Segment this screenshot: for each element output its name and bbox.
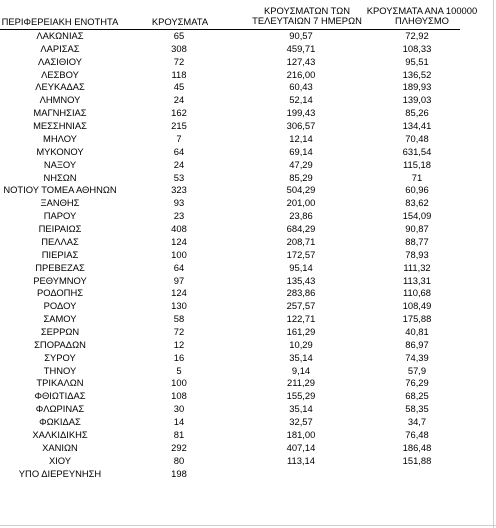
cell-cases-7-days: 306,57 [286,120,316,132]
cell-region: ΛΑΣΙΘΙΟΥ [37,55,83,67]
cell-cases-7-days: 407,14 [286,441,316,453]
table-row [0,94,496,105]
cell-region: ΝΗΣΩΝ [43,171,77,183]
cell-cases: 58 [173,313,185,325]
cell-cases-per-100k: 113,31 [403,274,431,286]
cell-region: ΠΕΛΛΑΣ [41,235,79,247]
cell-cases-per-100k: 111,32 [403,261,431,273]
cell-cases-7-days: 122,71 [286,313,316,325]
cell-region: ΧΑΝΙΩΝ [42,441,78,453]
cell-cases: 16 [173,351,185,363]
cell-cases: 12 [173,338,185,350]
cell-cases-per-100k: 70,48 [405,132,429,144]
cell-cases-7-days: 684,29 [286,223,316,235]
cell-cases: 130 [171,300,187,312]
table-row [0,468,496,479]
table-row [0,69,496,80]
header-cases-per-100k-line2: ΠΛΗΘΥΣΜΟ [395,15,449,26]
cell-cases: 81 [173,428,185,440]
cell-cases-7-days: 201,00 [286,197,316,209]
cell-cases: 215 [171,120,187,132]
cell-region: ΦΛΩΡΙΝΑΣ [35,403,85,415]
cell-cases: 72 [173,326,185,337]
header-cases-7-days-line1: ΚΡΟΥΣΜΑΤΩΝ ΤΩΝ [263,5,351,16]
table-row [0,184,496,195]
cell-cases-7-days: 161,29 [286,326,316,337]
cell-cases-per-100k: 631,54 [402,145,432,157]
cell-cases: 124 [171,235,187,247]
header-cases-per-100k-line1: ΚΡΟΥΣΜΑΤΑ ΑΝΑ 100000 [366,5,478,16]
cell-cases-7-days: 504,29 [286,184,316,196]
cell-cases-7-days: 172,57 [286,248,316,260]
table-row [0,300,496,311]
cell-cases-7-days: 32,57 [289,416,313,428]
cell-cases-7-days: 47,29 [289,158,313,170]
cell-cases-7-days: 95,14 [289,261,313,273]
cell-cases: 118 [171,68,187,80]
cell-cases-per-100k: 110,68 [403,287,431,299]
cell-cases-per-100k: 76,48 [405,428,429,440]
cell-region: ΜΥΚΟΝΟΥ [36,145,84,157]
cell-cases: 7 [176,132,182,144]
cell-cases-per-100k: 189,93 [402,81,432,93]
cell-cases-per-100k: 78,93 [405,248,429,260]
cell-cases-7-days: 10,29 [289,338,313,350]
header-cases-7-days [242,6,372,26]
table-row [0,249,496,260]
table-row [0,326,496,337]
cell-cases: 162 [171,107,187,119]
cell-cases: 292 [171,441,187,453]
cell-cases: 45 [173,81,185,93]
cell-cases-7-days: 459,71 [286,42,316,54]
cell-cases-per-100k: 154,09 [402,210,432,222]
cell-region: ΛΕΣΒΟΥ [41,68,79,80]
cell-region: ΤΗΝΟΥ [43,364,77,376]
header-cases-per-100k [358,6,486,26]
cell-cases-per-100k: 175,88 [402,313,432,325]
cell-cases-7-days: 9,14 [291,364,311,376]
cell-cases-7-days: 90,57 [289,30,313,41]
cell-region: ΛΕΥΚΑΔΑΣ [35,81,85,93]
cell-cases: 72 [173,55,185,67]
cell-cases-per-100k: 151,88 [402,454,432,466]
cell-region: ΡΕΘΥΜΝΟΥ [33,274,87,286]
cell-region: ΛΑΚΩΝΙΑΣ [36,30,84,41]
cell-cases-7-days: 52,14 [289,94,313,106]
cell-region: ΣΕΡΡΩΝ [40,326,80,337]
cell-region: ΛΗΜΝΟΥ [39,94,81,106]
cell-region: ΠΙΕΡΙΑΣ [41,248,79,260]
cell-cases-per-100k: 90,87 [405,223,429,235]
cell-cases-7-days: 35,14 [289,351,313,363]
cell-cases-per-100k: 108,33 [402,42,432,54]
cell-region: ΡΟΔΟΥ [43,300,77,312]
cell-region: ΠΑΡΟΥ [43,210,77,222]
table-row [0,262,496,273]
header-cases: ΚΡΟΥΣΜΑΤΑ [151,16,209,27]
cell-region: ΠΕΙΡΑΙΩΣ [38,223,82,235]
cell-cases-per-100k: 139,03 [402,94,432,106]
table-row [0,43,496,54]
cell-cases-7-days: 211,29 [287,377,315,389]
cell-cases: 97 [173,274,185,286]
cell-cases-7-days: 12,14 [289,132,313,144]
cell-cases: 14 [173,416,185,428]
cell-region: ΜΗΛΟΥ [43,132,77,144]
table-row [0,377,496,388]
cell-cases-per-100k: 76,29 [405,377,429,389]
cell-cases-7-days: 85,29 [289,171,313,183]
table-row [0,133,496,144]
cell-cases: 308 [171,42,187,54]
cell-cases-7-days: 199,43 [286,107,316,119]
table-row [0,146,496,157]
table-row [0,275,496,286]
cell-cases: 323 [171,184,187,196]
cell-cases: 23 [173,210,185,222]
cell-region: ΡΟΔΟΠΗΣ [36,287,84,299]
table-row [0,107,496,118]
table-row [0,352,496,363]
cell-cases-per-100k: 108,49 [402,300,432,312]
cell-cases-7-days: 155,29 [286,390,316,402]
cell-region: ΣΑΜΟΥ [43,313,77,325]
table-row [0,56,496,67]
cell-cases: 124 [171,287,187,299]
cell-cases-7-days: 257,57 [286,300,316,312]
cell-cases: 53 [173,171,185,183]
table-row [0,339,496,350]
cell-cases-7-days: 60,43 [289,81,313,93]
cell-cases-per-100k: 88,77 [405,235,429,247]
table-row [0,455,496,466]
table-row [0,210,496,221]
cell-region: ΣΥΡΟΥ [44,351,76,363]
cell-region: ΣΠΟΡΑΔΩΝ [34,338,86,350]
cell-cases-per-100k: 115,18 [403,158,431,170]
cell-cases: 5 [176,364,182,376]
table-row [0,403,496,414]
cell-region: ΥΠΟ ΔΙΕΡΕΥΝΗΣΗ [18,467,102,479]
cell-cases-7-days: 208,71 [286,235,316,247]
cell-region: ΝΟΤΙΟΥ ΤΟΜΕΑ ΑΘΗΝΩΝ [3,184,117,196]
table-row [0,30,496,41]
table-row [0,416,496,427]
cell-cases-per-100k: 134,41 [402,120,432,132]
header-cases-7-days-line2: ΤΕΛΕΥΤΑΙΩΝ 7 ΗΜΕΡΩΝ [252,15,362,26]
table-row [0,81,496,92]
cell-cases-per-100k: 95,51 [405,55,429,67]
cell-cases-7-days: 127,43 [286,55,316,67]
cell-cases-per-100k: 40,81 [405,326,429,337]
cell-region: ΞΑΝΘΗΣ [40,197,80,209]
cell-cases: 64 [173,261,185,273]
cell-cases-per-100k: 57,9 [407,364,427,376]
cell-cases: 198 [171,467,187,479]
cell-cases-7-days: 216,00 [286,68,316,80]
table-row [0,120,496,131]
table-row [0,236,496,247]
cell-cases: 30 [173,403,185,415]
cell-cases-per-100k: 58,35 [405,403,429,415]
cell-cases: 64 [173,145,185,157]
cell-cases: 408 [171,223,187,235]
table-row [0,223,496,234]
cell-cases-7-days: 135,43 [286,274,316,286]
cell-cases: 80 [173,454,185,466]
cell-cases-per-100k: 136,52 [402,68,432,80]
cell-region: ΝΑΞΟΥ [43,158,77,170]
cell-cases-per-100k: 34,7 [407,416,427,428]
table-row [0,442,496,453]
cell-region: ΧΙΟΥ [48,454,72,466]
cell-region: ΤΡΙΚΑΛΩΝ [36,377,84,389]
cell-cases: 24 [173,158,185,170]
cell-cases-per-100k: 85,26 [405,107,429,119]
table-row [0,429,496,440]
cell-cases: 65 [173,30,185,41]
cell-cases: 24 [173,94,185,106]
cell-cases-per-100k: 186,48 [402,441,432,453]
cell-cases: 100 [171,248,187,260]
cell-cases-per-100k: 60,96 [405,184,429,196]
cell-region: ΦΩΚΙΔΑΣ [39,416,81,428]
table-row [0,313,496,324]
table-row [0,159,496,170]
cell-cases-per-100k: 68,25 [405,390,429,402]
cell-region: ΛΑΡΙΣΑΣ [40,42,80,54]
page-border-bottom [0,525,496,526]
table-row [0,172,496,183]
table-row [0,390,496,401]
cell-cases: 93 [173,197,185,209]
cell-cases-per-100k: 72,92 [405,30,429,41]
cell-cases-per-100k: 71 [411,171,423,183]
table-row [0,365,496,376]
cell-cases-per-100k: 74,39 [405,351,429,363]
cell-cases-7-days: 181,00 [286,428,316,440]
cell-cases-7-days: 113,14 [287,454,315,466]
cell-cases: 100 [171,377,187,389]
cell-region: ΜΕΣΣΗΝΙΑΣ [33,120,87,132]
cell-cases-per-100k: 83,62 [405,197,429,209]
cell-region: ΦΘΙΩΤΙΔΑΣ [34,390,86,402]
header-region: ΠΕΡΙΦΕΡΕΙΑΚΗ ΕΝΟΤΗΤΑ [1,16,119,27]
cell-cases-7-days: 69,14 [289,145,313,157]
cell-cases: 108 [171,390,187,402]
table-row [0,197,496,208]
cell-cases-7-days: 35,14 [289,403,313,415]
table-row [0,287,496,298]
cell-region: ΜΑΓΝΗΣΙΑΣ [33,107,87,119]
cell-cases-7-days: 283,86 [286,287,316,299]
cell-cases-7-days: 23,86 [289,210,313,222]
cell-cases-per-100k: 86,97 [405,338,429,350]
cell-region: ΠΡΕΒΕΖΑΣ [35,261,85,273]
cell-region: ΧΑΛΚΙΔΙΚΗΣ [32,428,88,440]
